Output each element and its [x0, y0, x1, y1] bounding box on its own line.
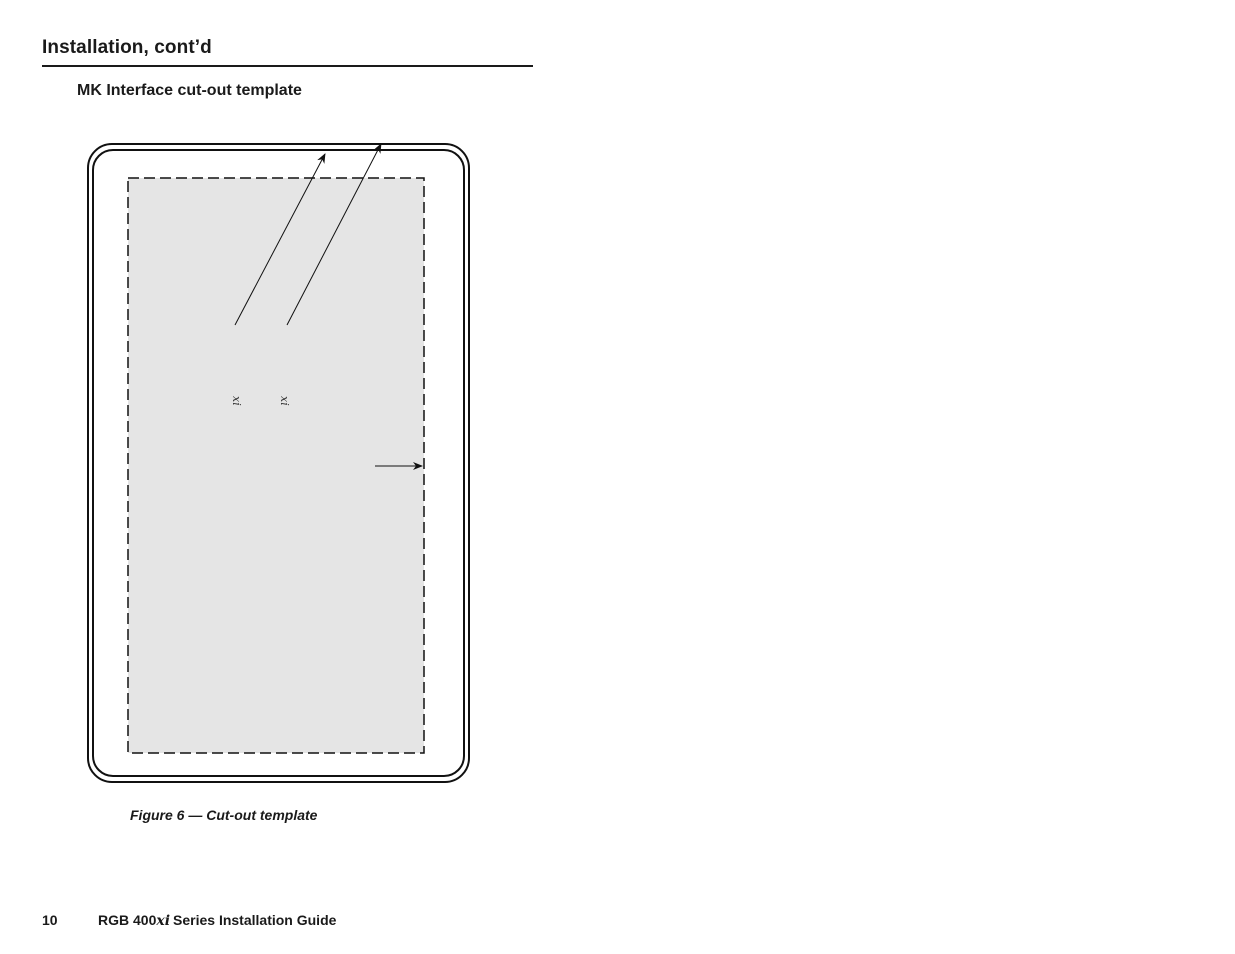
template-drawing: [85, 140, 475, 788]
product-prefix: RGB 400: [98, 912, 157, 928]
header-title: Installation, cont’d: [42, 37, 212, 58]
page-header: [42, 36, 533, 67]
section-title: MK Interface cut-out template: [77, 82, 302, 99]
figure-label-2: xi: [278, 396, 291, 406]
product-suffix: xi: [156, 913, 171, 929]
cutout-template-figure: [85, 140, 475, 788]
figure-label-1: xi: [230, 396, 243, 406]
figure-caption: Figure 6 — Cut-out template: [130, 807, 318, 823]
product-rest: Series Installation Guide: [173, 912, 337, 928]
page-footer: [42, 910, 336, 931]
page-number: 10: [42, 912, 58, 928]
